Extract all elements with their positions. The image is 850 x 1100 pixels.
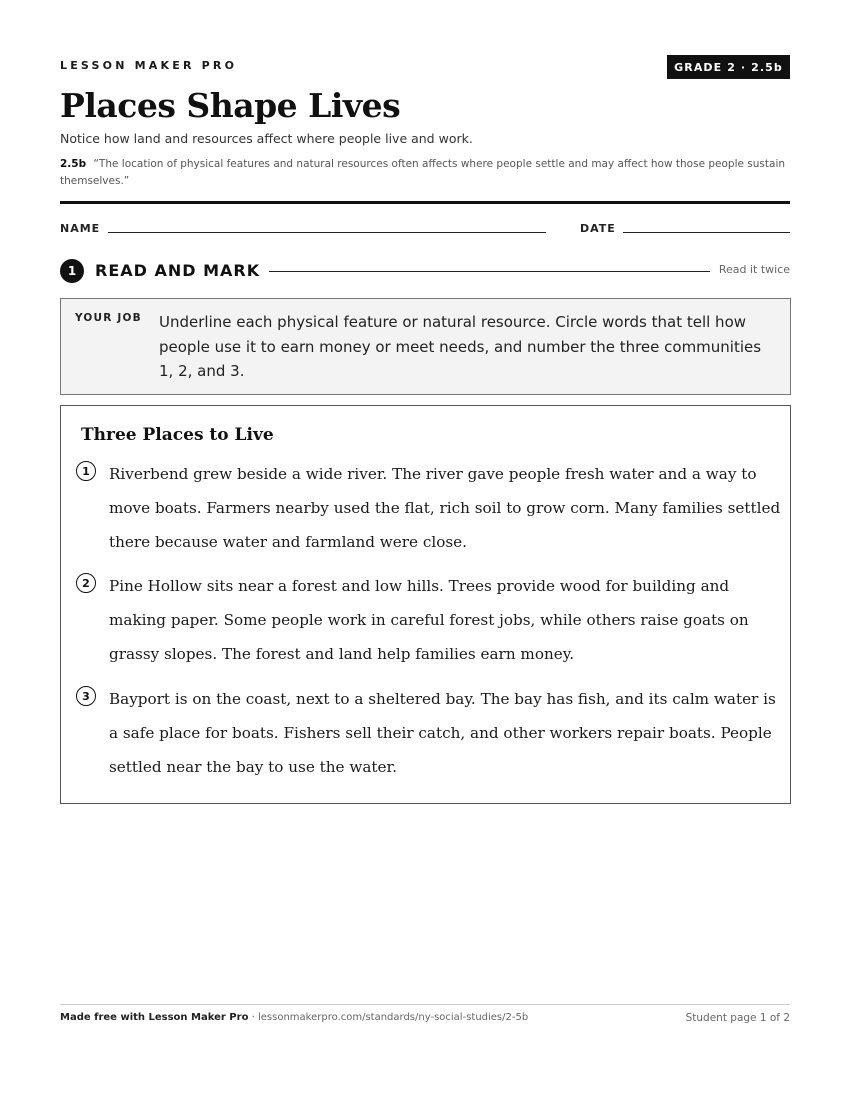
- standard-text: “The location of physical features and natural resources often affects where people settle and may affect how those people sustain themselves.”: [60, 158, 786, 187]
- instructions-label: YOUR JOB: [75, 312, 142, 324]
- passage-title: Three Places to Live: [81, 425, 274, 445]
- paragraph-number-badge: 2: [76, 573, 96, 593]
- paragraph-number-badge: 3: [76, 686, 96, 706]
- paragraph-pine-hollow: Pine Hollow sits near a forest and low hills. Trees provide wood for building and making paper. Some people work in careful forest jobs, while others raise goats on grassy slopes. The forest and land help families earn money.: [109, 577, 749, 663]
- brand-name: LESSON MAKER PRO: [60, 59, 238, 72]
- date-label: DATE: [580, 222, 616, 235]
- grade-badge: GRADE 2 · 2.5b: [667, 55, 790, 79]
- footer-made-with: Made free with Lesson Maker Pro: [60, 1012, 249, 1023]
- section-title: READ AND MARK: [95, 261, 261, 280]
- page-subtitle: Notice how land and resources affect where people live and work.: [60, 131, 473, 146]
- standard-description: [60, 156, 795, 190]
- instructions-text: Underline each physical feature or natural resource. Circle words that tell how people use it to earn money or meet needs, and number the three communities 1, 2, and 3.: [159, 313, 762, 380]
- paragraph-number-badge: 1: [76, 461, 96, 481]
- reading-passage: [60, 405, 791, 804]
- page-number: Student page 1 of 2: [685, 1012, 790, 1024]
- standard-code: 2.5b: [60, 158, 87, 170]
- section-number-badge: 1: [60, 259, 84, 283]
- name-label: NAME: [60, 222, 101, 235]
- instructions-box: [60, 298, 791, 395]
- paragraph-bayport: Bayport is on the coast, next to a sheltered bay. The bay has fish, and its calm water is a safe place for boats. Fishers sell their catch, and other workers repair boats. People settled near the bay to use the water.: [109, 690, 776, 776]
- footer-url[interactable]: lessonmakerpro.com/standards/ny-social-studies/2-5b: [257, 1012, 529, 1023]
- paragraph-riverbend: Riverbend grew beside a wide river. The river gave people fresh water and a way to move boats. Farmers nearby used the flat, rich soil to grow corn. Many families settled there because water and farmland were close.: [109, 465, 781, 551]
- section-divider: [269, 271, 710, 272]
- header-divider: [60, 201, 790, 204]
- page-title: Places Shape Lives: [60, 86, 401, 125]
- name-field[interactable]: [108, 232, 546, 233]
- footer-credit: [60, 1012, 528, 1023]
- section-note: Read it twice: [718, 263, 790, 276]
- footer-separator: ·: [248, 1012, 258, 1023]
- date-field[interactable]: [623, 232, 790, 233]
- footer-divider: [60, 1004, 790, 1005]
